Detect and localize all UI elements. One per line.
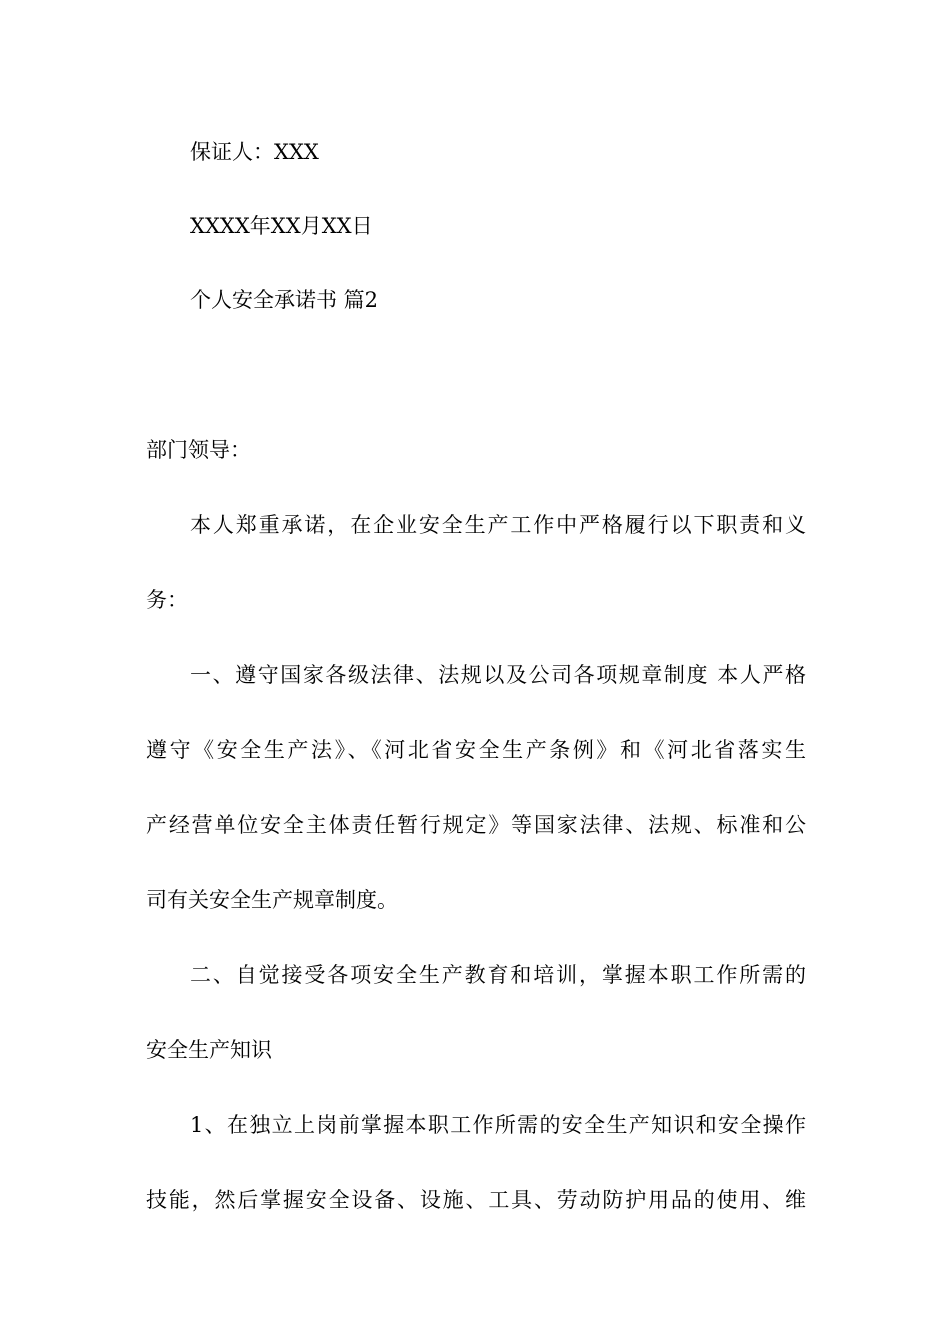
paragraph-line: 务： — [146, 588, 188, 612]
date-line: XXXX年XX月XX日 — [190, 214, 373, 238]
paragraph-line: 本人郑重承诺，在企业安全生产工作中严格履行以下职责和义 — [190, 513, 806, 537]
paragraph-line: 司有关安全生产规章制度。 — [146, 888, 398, 912]
paragraph-line: 1、在独立上岗前掌握本职工作所需的安全生产知识和安全操作 — [190, 1113, 806, 1137]
salutation: 部门领导： — [146, 438, 251, 462]
paragraph-line: 安全生产知识 — [146, 1038, 272, 1062]
paragraph-line: 二、自觉接受各项安全生产教育和培训，掌握本职工作所需的 — [190, 963, 806, 987]
section-title: 个人安全承诺书 篇2 — [190, 288, 379, 312]
paragraph-line: 遵守《安全生产法》、《河北省安全生产条例》和《河北省落实生 — [146, 738, 806, 762]
guarantor-line: 保证人：XXX — [190, 140, 319, 164]
paragraph-line: 一、遵守国家各级法律、法规以及公司各项规章制度 本人严格 — [190, 663, 806, 687]
paragraph-line: 产经营单位安全主体责任暂行规定》等国家法律、法规、标准和公 — [146, 813, 806, 837]
paragraph-line: 技能，然后掌握安全设备、设施、工具、劳动防护用品的使用、维 — [146, 1188, 806, 1212]
